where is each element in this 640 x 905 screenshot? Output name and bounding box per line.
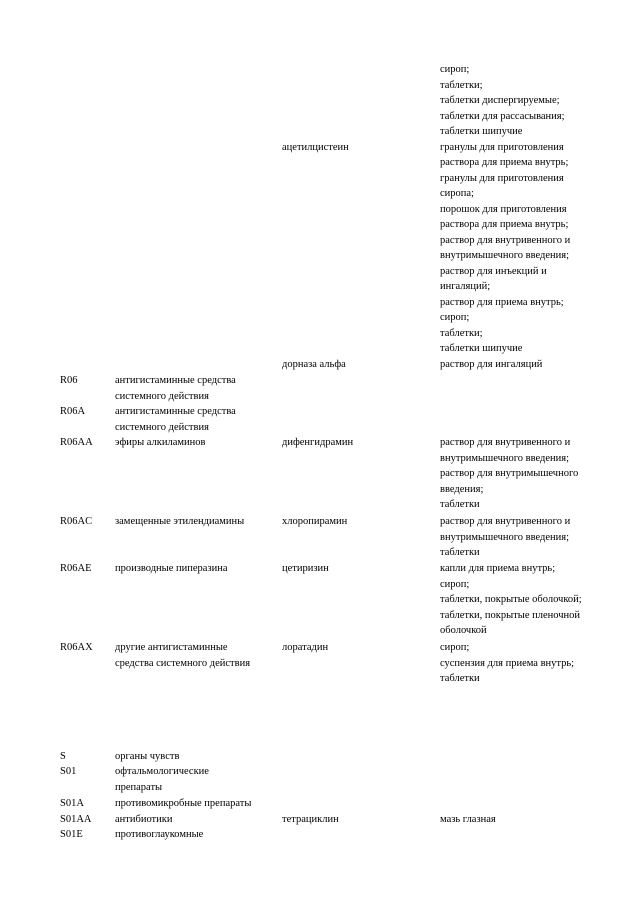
atc-code: R06AA	[60, 437, 93, 448]
dosage-form: таблетки	[440, 499, 480, 510]
dosage-form: ингаляций;	[440, 281, 491, 292]
atc-group: антибиотики	[115, 814, 173, 825]
atc-code: R06A	[60, 406, 86, 417]
atc-code: R06AC	[60, 516, 93, 527]
atc-code: R06	[60, 375, 78, 386]
dosage-form: таблетки шипучие	[440, 343, 523, 354]
dosage-form: таблетки	[440, 673, 480, 684]
dosage-form: раствор для внутримышечного	[440, 468, 579, 479]
dosage-form: порошок для приготовления	[440, 204, 567, 215]
dosage-form: таблетки шипучие	[440, 126, 523, 137]
dosage-form: мазь глазная	[440, 814, 496, 825]
atc-group: противомикробные препараты	[115, 798, 252, 809]
drug-name: цетиризин	[282, 563, 329, 574]
dosage-form: таблетки диспергируемые;	[440, 95, 560, 106]
dosage-form: внутримышечного введения;	[440, 453, 570, 464]
dosage-form: введения;	[440, 484, 484, 495]
dosage-form: гранулы для приготовления	[440, 142, 564, 153]
dosage-form: сироп;	[440, 579, 470, 590]
dosage-form: внутримышечного введения;	[440, 250, 570, 261]
dosage-form: раствор для ингаляций	[440, 359, 543, 370]
dosage-form: раствор для приема внутрь;	[440, 297, 564, 308]
dosage-form: таблетки для рассасывания;	[440, 111, 565, 122]
atc-group: антигистаминные средства	[115, 406, 236, 417]
dosage-form: капли для приема внутрь;	[440, 563, 556, 574]
dosage-form: оболочкой	[440, 625, 487, 636]
atc-group: производные пиперазина	[115, 563, 228, 574]
atc-group: противоглаукомные	[115, 829, 204, 840]
dosage-form: гранулы для приготовления	[440, 173, 564, 184]
atc-group: органы чувств	[115, 751, 180, 762]
dosage-form: раствор для внутривенного и	[440, 516, 571, 527]
atc-code: S01	[60, 766, 77, 777]
atc-group: эфиры алкиламинов	[115, 437, 206, 448]
atc-group: системного действия	[115, 422, 209, 433]
dosage-form: таблетки	[440, 547, 480, 558]
dosage-form: таблетки;	[440, 328, 483, 339]
atc-group: средства системного действия	[115, 658, 251, 669]
atc-group: препараты	[115, 782, 163, 793]
dosage-form: раствор для внутривенного и	[440, 437, 571, 448]
dosage-form: раствор для инъекций и	[440, 266, 547, 277]
atc-group: офтальмологические	[115, 766, 209, 777]
dosage-form: раствор для внутривенного и	[440, 235, 571, 246]
dosage-form: суспензия для приема внутрь;	[440, 658, 575, 669]
atc-code: S	[60, 751, 66, 762]
dosage-form: раствора для приема внутрь;	[440, 157, 569, 168]
drug-name: лоратадин	[282, 642, 329, 653]
atc-code: S01E	[60, 829, 83, 840]
drug-name: ацетилцистеин	[282, 142, 349, 153]
dosage-form: раствора для приема внутрь;	[440, 219, 569, 230]
atc-group: замещенные этилендиамины	[115, 516, 245, 527]
drug-name: хлоропирамин	[282, 516, 348, 527]
dosage-form: сироп;	[440, 642, 470, 653]
dosage-form: таблетки;	[440, 80, 483, 91]
atc-group: другие антигистаминные	[115, 642, 228, 653]
atc-code: S01A	[60, 798, 84, 809]
atc-code: S01AA	[60, 814, 92, 825]
atc-code: R06AX	[60, 642, 93, 653]
atc-group: антигистаминные средства	[115, 375, 236, 386]
drug-name: дифенгидрамин	[282, 437, 354, 448]
atc-group: системного действия	[115, 391, 209, 402]
drug-name: дорназа альфа	[282, 359, 346, 370]
drug-name: тетрациклин	[282, 814, 339, 825]
dosage-form: сироп;	[440, 312, 470, 323]
dosage-form: внутримышечного введения;	[440, 532, 570, 543]
dosage-form: таблетки, покрытые пленочной	[440, 610, 581, 621]
atc-code: R06AE	[60, 563, 92, 574]
dosage-form: сироп;	[440, 64, 470, 75]
dosage-form: сиропа;	[440, 188, 474, 199]
dosage-form: таблетки, покрытые оболочкой;	[440, 594, 582, 605]
